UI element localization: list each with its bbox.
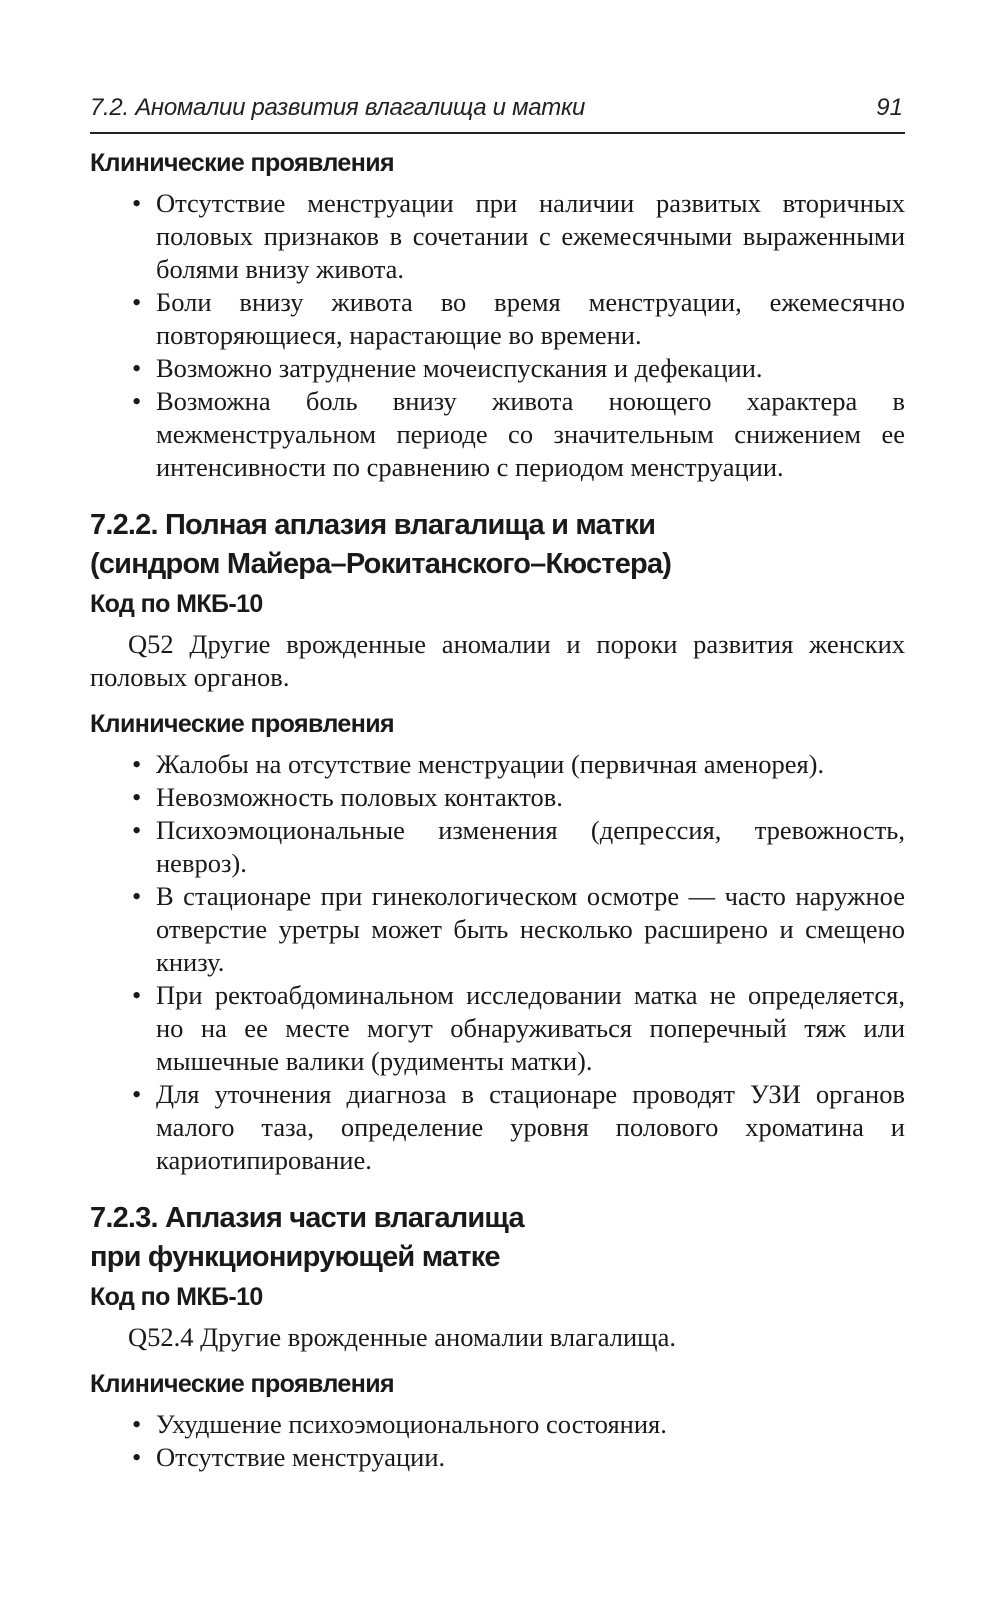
- bullet-icon: •: [132, 1409, 142, 1439]
- bullet-icon: •: [132, 1079, 142, 1109]
- section-title-line: (синдром Майера–Рокитанского–Кюстера): [90, 548, 672, 580]
- list-item: [90, 385, 905, 484]
- symptom-list-2: [90, 748, 905, 1177]
- list-item-text: Отсутствие менструации.: [156, 1442, 446, 1472]
- bullet-icon: •: [132, 980, 142, 1010]
- list-item-text: Жалобы на отсутствие менструации (первичная аменорея).: [156, 749, 825, 779]
- section-title-line: 7.2.2. Полная аплазия влагалища и матки: [90, 509, 656, 541]
- list-item: [90, 814, 905, 880]
- list-item-text: Психоэмоциональные изменения (депрессия, тревожность, невроз).: [156, 815, 905, 878]
- list-item-text: При ректоабдоминальном исследовании матка не определяется, но на ее месте могут обнаруживаться поперечный тяж или мышечные валики (рудименты матки).: [156, 980, 905, 1076]
- symptom-list-1: [90, 187, 905, 484]
- symptom-list-3: [90, 1408, 905, 1474]
- list-item: [90, 1408, 905, 1441]
- bullet-icon: •: [132, 881, 142, 911]
- bullet-icon: •: [132, 749, 142, 779]
- list-item: [90, 880, 905, 979]
- list-item-text: Ухудшение психоэмоционального состояния.: [156, 1409, 667, 1439]
- section-title-line: 7.2.3. Аплазия части влагалища: [90, 1202, 524, 1234]
- bullet-icon: •: [132, 188, 142, 218]
- book-page: [90, 0, 905, 1600]
- list-item-text: Невозможность половых контактов.: [156, 782, 563, 812]
- bullet-icon: •: [132, 386, 142, 416]
- bullet-icon: •: [132, 815, 142, 845]
- icd-code-heading: Код по МКБ-10: [90, 590, 263, 618]
- bullet-icon: •: [132, 782, 142, 812]
- page-number: 91: [876, 94, 903, 121]
- icd-code-text: Q52 Другие врожденные аномалии и пороки развития женских половых органов.: [90, 629, 905, 692]
- icd-code-heading: Код по МКБ-10: [90, 1283, 263, 1311]
- bullet-icon: •: [132, 287, 142, 317]
- list-item-text: Для уточнения диагноза в стационаре проводят УЗИ органов малого таза, определение уровня полового хроматина и кариотипирование.: [156, 1079, 905, 1175]
- list-item: [90, 286, 905, 352]
- list-item: [90, 748, 905, 781]
- icd-code-text: Q52.4 Другие врожденные аномалии влагалища.: [128, 1322, 676, 1352]
- section-7-2-2-title: [90, 506, 905, 584]
- clinical-heading-2: Клинические проявления: [90, 710, 394, 738]
- list-item: [90, 352, 905, 385]
- running-header-title: 7.2. Аномалии развития влагалища и матки: [90, 94, 586, 121]
- section-7-2-3-title: [90, 1199, 905, 1277]
- list-item: [90, 979, 905, 1078]
- list-item: [90, 1078, 905, 1177]
- page-content: [90, 145, 905, 1484]
- list-item-text: Возможна боль внизу живота ноющего характера в межменструальном периоде со значительным снижением ее интенсивности по сравнению с периодом менструации.: [156, 386, 905, 482]
- section-title-line: при функционирующей матке: [90, 1241, 500, 1273]
- list-item: [90, 187, 905, 286]
- list-item: [90, 781, 905, 814]
- list-item-text: Отсутствие менструации при наличии развитых вторичных половых признаков в сочетании с ежемесячными выраженными болями внизу живота.: [156, 188, 905, 284]
- list-item: [90, 1441, 905, 1474]
- bullet-icon: •: [132, 353, 142, 383]
- running-header: [90, 92, 905, 134]
- list-item-text: В стационаре при гинекологическом осмотре — часто наружное отверстие уретры может быть несколько расширено и смещено книзу.: [156, 881, 905, 977]
- list-item-text: Возможно затруднение мочеиспускания и дефекации.: [156, 353, 763, 383]
- clinical-heading-3: Клинические проявления: [90, 1370, 394, 1398]
- bullet-icon: •: [132, 1442, 142, 1472]
- list-item-text: Боли внизу живота во время менструации, ежемесячно повторяющиеся, нарастающие во времени.: [156, 287, 905, 350]
- clinical-heading-1: Клинические проявления: [90, 149, 394, 177]
